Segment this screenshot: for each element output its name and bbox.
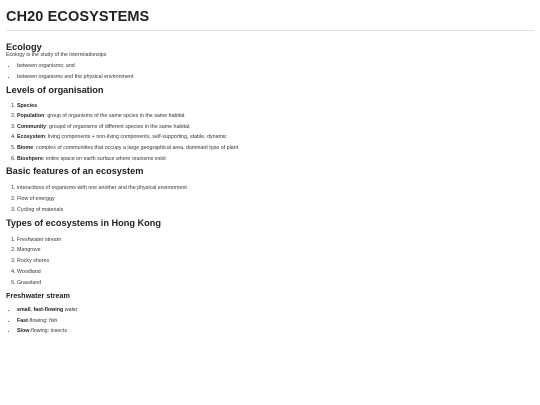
list-item: 1. interactions of organisms with one another and the physical environment	[17, 185, 534, 191]
list-item: 2. Flow of energgy	[17, 196, 534, 202]
list-item	[17, 103, 534, 109]
ecology-list	[6, 63, 534, 80]
subsection-heading-freshwater: Freshwater stream	[6, 290, 70, 300]
freshwater-list	[6, 307, 534, 335]
term-description: : complex of communities that occupy a large geographical area, dominant type of plant	[33, 144, 239, 151]
term: Population	[17, 113, 45, 120]
bold-text: fast-flowing	[33, 306, 64, 313]
italic-text: water	[63, 306, 78, 313]
bold-text: small	[17, 306, 31, 313]
page-title: CH20 ECOSYSTEMS	[6, 0, 534, 31]
term-description: : group of organisms of the same spcies in the same habitat	[44, 113, 185, 120]
ecosystem-types-list	[6, 237, 534, 286]
levels-list	[6, 103, 534, 162]
list-item: 3. Rocky shores	[17, 258, 534, 264]
list-item: 1. Freshwater stream	[17, 237, 534, 243]
list-item	[17, 156, 534, 162]
item-text: -flowing: insects	[29, 328, 68, 335]
section-heading-basic-features: Basic features of an ecosystem	[6, 166, 144, 177]
list-item: • between organisms; and	[17, 63, 534, 69]
list-item	[17, 113, 534, 119]
list-item	[17, 307, 534, 313]
term: Species	[17, 102, 38, 109]
list-item: • between organisms and the physical environment	[17, 74, 534, 80]
term-description: : groupd of organisms of different species in the same habitat	[46, 123, 190, 130]
term: Biome	[17, 144, 34, 151]
list-item	[17, 124, 534, 130]
bold-text: Slow	[17, 328, 30, 335]
list-item	[17, 134, 534, 140]
section-heading-levels: Levels of organisation	[6, 84, 104, 95]
bold-text: Fast	[17, 317, 28, 324]
list-item	[17, 328, 534, 334]
section-heading-types: Types of ecosystems in Hong Kong	[6, 217, 162, 228]
list-item: 4. Woodland	[17, 269, 534, 275]
term: Ecosystem	[17, 134, 45, 141]
list-item	[17, 318, 534, 324]
term-description: : entire space on earth surface where oranisms exist	[42, 155, 166, 162]
basic-features-list	[6, 185, 534, 213]
list-item: 2. Mangrove	[17, 247, 534, 253]
separator-text: ,	[30, 306, 34, 313]
list-item: 5. Grassland	[17, 280, 534, 286]
item-text: -flowing: fish	[27, 317, 58, 324]
list-item: 3. Cycling of materials	[17, 207, 534, 213]
term: Bioshpere	[17, 155, 43, 162]
term-description: : living components + non-living components, self-supporting, stable, dynamic	[44, 134, 227, 141]
term: Community	[17, 123, 47, 130]
section-heading-ecology: Ecology	[6, 42, 42, 52]
ecology-intro: Ecology is the study of the interrelationsips	[6, 52, 107, 58]
list-item	[17, 145, 534, 151]
